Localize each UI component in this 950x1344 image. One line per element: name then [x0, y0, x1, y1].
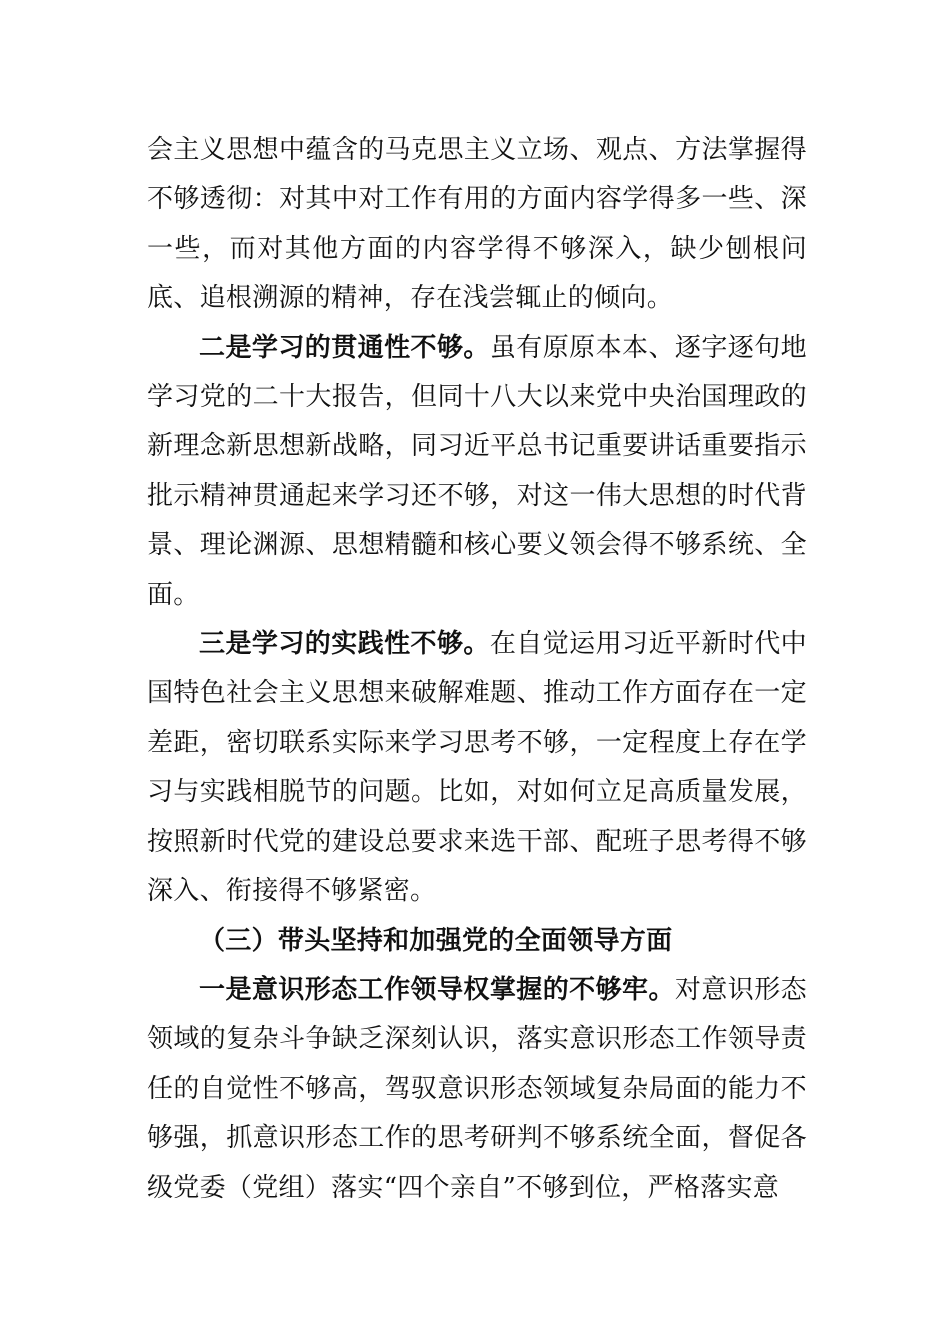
paragraph-text: 对意识形态领域的复杂斗争缺乏深刻认识，落实意识形态工作领导责任的自觉性不够高，驾驭意识形态领域复杂局面的能力不够强，抓意识形态工作的思考研判不够系统全面，督促各级党委（党组）落实“四个亲自”不够到位，严格落实意	[147, 974, 807, 1203]
paragraph-lead: 三是学习的实践性不够。	[199, 629, 490, 660]
paragraph-continued	[147, 126, 807, 324]
paragraph-ideology-leadership	[147, 966, 807, 1213]
paragraph-text: 在自觉运用习近平新时代中国特色社会主义思想来破解难题、推动工作方面存在一定差距，密切联系实际来学习思考不够，一定程度上存在学习与实践相脱节的问题。比如，对如何立足高质量发展，按照新时代党的建设总要求来选干部、配班子思考得不够深入、衔接得不够紧密。	[147, 629, 807, 907]
paragraph-lead: 二是学习的贯通性不够。	[199, 332, 490, 363]
paragraph-learning-practice	[147, 620, 807, 916]
paragraph-learning-coherence	[147, 324, 807, 620]
document-body	[147, 126, 807, 1213]
paragraph-text: 会主义思想中蕴含的马克思主义立场、观点、方法掌握得不够透彻：对其中对工作有用的方面内容学得多一些、深一些，而对其他方面的内容学得不够深入，缺少刨根问底、追根溯源的精神，存在浅尝辄止的倾向。	[147, 135, 807, 314]
paragraph-text: 虽有原原本本、逐字逐句地学习党的二十大报告，但同十八大以来党中央治国理政的新理念新思想新战略，同习近平总书记重要讲话重要指示批示精神贯通起来学习还不够，对这一伟大思想的时代背景、理论渊源、思想精髓和核心要义领会得不够系统、全面。	[147, 332, 807, 610]
section-heading: （三）带头坚持和加强党的全面领导方面	[199, 925, 673, 956]
paragraph-lead: 一是意识形态工作领导权掌握的不够牢。	[199, 974, 675, 1005]
